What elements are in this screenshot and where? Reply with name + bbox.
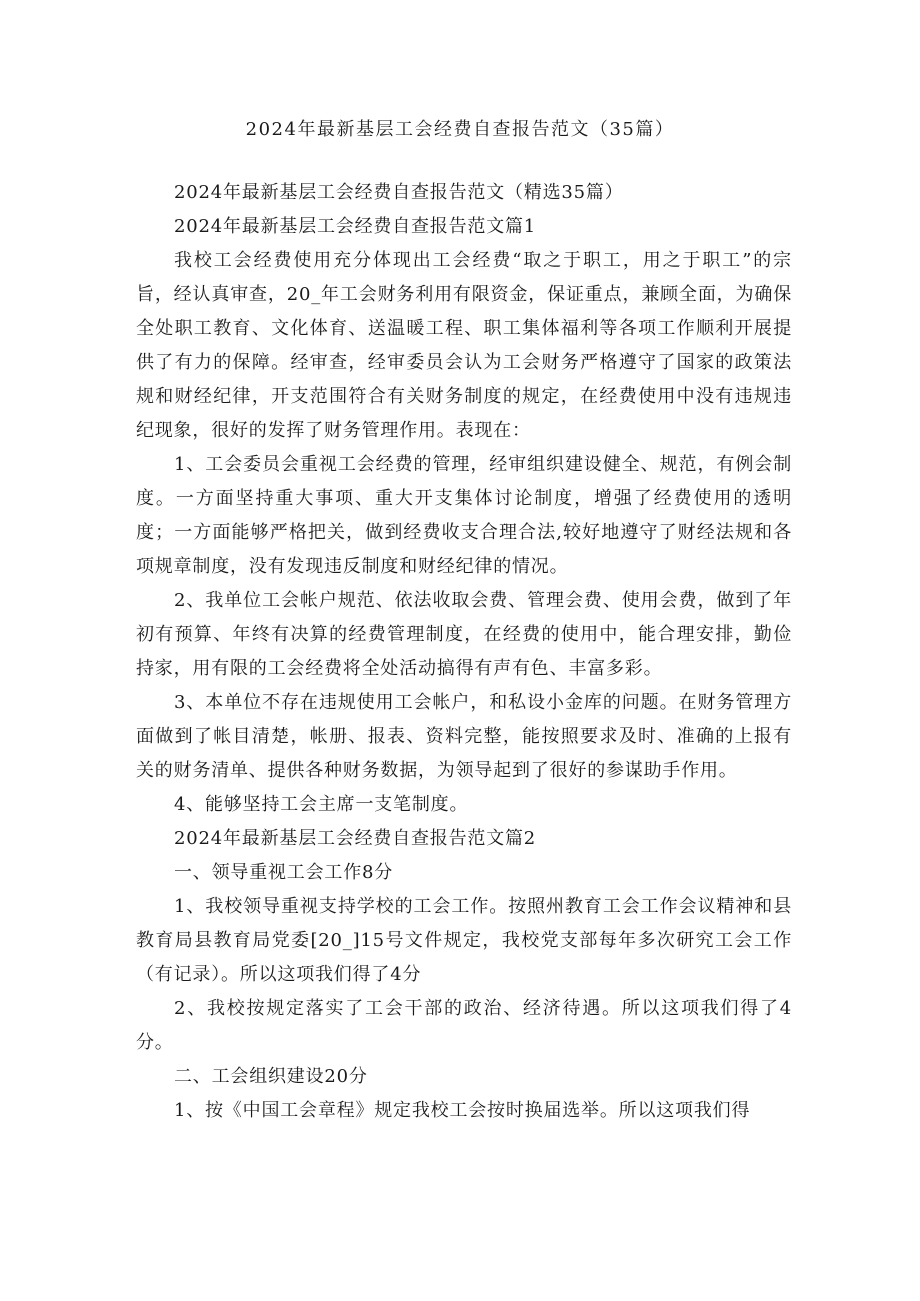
section-heading-1: 2024年最新基层工会经费自查报告范文篇1: [174, 216, 537, 237]
paragraph-item-3: 3、本单位不存在违规使用工会帐户，和私设小金库的问题。在财务管理方面做到了帐目清楚，帐册、报表、资料完整，能按照要求及时、准确的上报有关的财务清单、提供各种财务数据，为领导起到了很好的参谋助手作用。: [136, 692, 792, 781]
document-title: 2024年最新基层工会经费自查报告范文（35篇）: [245, 119, 675, 140]
paragraph-leadership-2: 2、我校按规定落实了工会干部的政治、经济待遇。所以这项我们得了4分。: [136, 998, 792, 1053]
section-heading-2: 2024年最新基层工会经费自查报告范文篇2: [174, 828, 537, 849]
paragraph-item-1: 1、工会委员会重视工会经费的管理，经审组织建设健全、规范，有例会制度。一方面坚持重大事项、重大开支集体讨论制度，增强了经费使用的透明度；一方面能够严格把关，做到经费收支合理合法,较好地遵守了财经法规和各项规章制度，没有发现违反制度和财经纪律的情况。: [136, 454, 792, 577]
paragraph-organization: 二、工会组织建设20分: [174, 1066, 368, 1087]
subtitle-heading: 2024年最新基层工会经费自查报告范文（精选35篇）: [174, 182, 624, 203]
document-body: [136, 176, 792, 1128]
paragraph-leadership-1: 1、我校领导重视支持学校的工会工作。按照州教育工会工作会议精神和县教育局县教育局党委[20_]15号文件规定，我校党支部每年多次研究工会工作（有记录）。所以这项我们得了4分: [136, 896, 792, 985]
paragraph-intro: 我校工会经费使用充分体现出工会经费“取之于职工，用之于职工”的宗旨，经认真审查，20_年工会财务利用有限资金，保证重点，兼顾全面，为确保全处职工教育、文化体育、送温暖工程、职工集体福利等各项工作顺利开展提供了有力的保障。经审查，经审委员会认为工会财务严格遵守了国家的政策法规和财经纪律，开支范围符合有关财务制度的规定，在经费使用中没有违规违纪现象，很好的发挥了财务管理作用。表现在：: [136, 250, 792, 441]
paragraph-item-4: 4、能够坚持工会主席一支笔制度。: [174, 794, 469, 815]
paragraph-leadership: 一、领导重视工会工作8分: [174, 862, 394, 883]
paragraph-item-2: 2、我单位工会帐户规范、依法收取会费、管理会费、使用会费，做到了年初有预算、年终有决算的经费管理制度，在经费的使用中，能合理安排，勤俭持家，用有限的工会经费将全处活动搞得有声有色、丰富多彩。: [136, 590, 792, 679]
paragraph-organization-1: 1、按《中国工会章程》规定我校工会按时换届选举。所以这项我们得: [174, 1100, 751, 1121]
